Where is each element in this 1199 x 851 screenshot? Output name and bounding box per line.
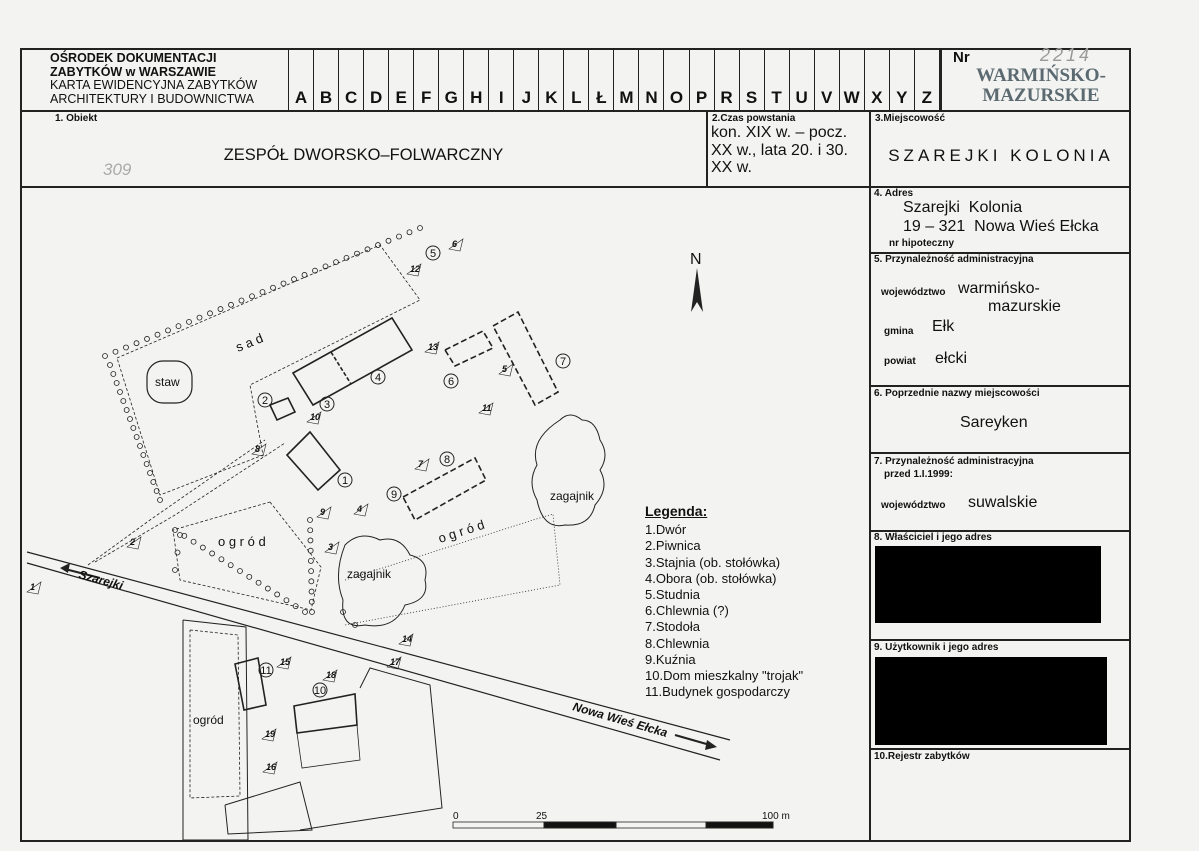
category-letter: F <box>414 48 439 110</box>
scale-bar <box>453 811 790 828</box>
tree-icon <box>128 417 133 422</box>
tree-icon <box>271 285 276 290</box>
tree-icon <box>144 462 149 467</box>
arrow-right-icon <box>675 735 710 745</box>
photo-point-marker: 4 <box>357 504 363 514</box>
building-number: 3 <box>323 399 331 411</box>
north-arrow-icon <box>691 268 703 312</box>
tree-icon <box>308 528 313 533</box>
category-letter: E <box>389 48 414 110</box>
category-letter: S <box>740 48 765 110</box>
map-legend <box>645 503 803 700</box>
legend-title: Legenda: <box>645 503 708 519</box>
photo-point-marker: 19 <box>265 729 276 739</box>
road-label-left: Szarejki <box>77 567 125 593</box>
category-letter: Z <box>915 48 940 110</box>
tree-icon <box>265 586 270 591</box>
building-number: 1 <box>341 475 349 487</box>
photo-point-marker: 13 <box>428 342 439 352</box>
tree-icon <box>281 281 286 286</box>
tree-icon <box>108 363 113 368</box>
category-letter: Y <box>890 48 915 110</box>
legend-item: 8.Chlewnia <box>645 635 710 651</box>
register-label: 10.Rejestr zabytków <box>874 751 970 762</box>
wojewodztwo-label: województwo <box>881 287 946 298</box>
powiat-label: powiat <box>884 356 916 367</box>
legend-item: 11.Budynek gospodarczy <box>645 684 791 700</box>
tree-icon <box>131 426 136 431</box>
category-letter: M <box>614 48 639 110</box>
building-numbers <box>258 246 570 697</box>
copse-label: zagajnik <box>550 489 595 503</box>
category-letter: G <box>439 48 464 110</box>
photo-points <box>27 239 513 774</box>
category-letter: A <box>289 48 314 110</box>
category-letter: V <box>815 48 840 110</box>
tree-icon <box>145 336 150 341</box>
building-number: 10 <box>313 685 327 697</box>
miejscowosc-label: 3.Miejscowość <box>875 113 946 124</box>
tree-icon <box>191 539 196 544</box>
category-letter: D <box>364 48 389 110</box>
category-letter: U <box>790 48 815 110</box>
category-letter: H <box>464 48 489 110</box>
copse-label: zagajnik <box>347 567 392 581</box>
tree-icon <box>121 399 126 404</box>
category-letter: W <box>840 48 865 110</box>
building-number: 2 <box>261 395 269 407</box>
road-label-right: Nowa Wieś Ełcka <box>571 699 670 740</box>
photo-point-marker: 9 <box>320 507 326 517</box>
building-number: 11 <box>260 665 272 677</box>
photo-point-marker: 1 <box>30 582 36 592</box>
legend-item: 9.Kuźnia <box>645 651 696 667</box>
photo-point-marker: 16 <box>266 762 277 772</box>
tree-icon <box>355 251 360 256</box>
tree-icon <box>176 324 181 329</box>
tree-icon <box>386 238 391 243</box>
tree-icon <box>151 480 156 485</box>
tree-icon <box>229 302 234 307</box>
tree-icon <box>256 580 261 585</box>
miejscowosc-value: SZAREJKI KOLONIA <box>888 146 1114 165</box>
stamp-line2: MAZURSKIE <box>982 85 1100 106</box>
scale-mid: 25 <box>536 811 548 822</box>
tree-icon <box>397 234 402 239</box>
tree-icon <box>309 569 314 574</box>
pond-label: staw <box>155 375 180 389</box>
tree-icon <box>175 550 180 555</box>
user-label: 9. Użytkownik i jego adres <box>874 642 999 653</box>
nr-label: Nr <box>953 49 970 66</box>
admin-before-woj-label: województwo <box>881 500 946 511</box>
tree-icon <box>200 545 205 550</box>
building-10 <box>294 694 357 733</box>
tree-icon <box>418 226 423 231</box>
photo-point-marker: 8 <box>255 444 261 454</box>
tree-icon <box>155 332 160 337</box>
prev-names-label: 6. Poprzednie nazwy miejscowości <box>874 388 1040 399</box>
photo-point-marker: 15 <box>280 657 291 667</box>
category-letter: O <box>664 48 689 110</box>
card-line1: KARTA EWIDENCYJNA ZABYTKÓW <box>50 78 258 92</box>
obiekt-label: 1. Obiekt <box>55 113 98 124</box>
legend-item: 7.Stodoła <box>645 619 700 635</box>
tree-icon <box>218 307 223 312</box>
legend-item: 10.Dom mieszkalny "trojak" <box>645 668 804 684</box>
owner-label: 8. Właściciel i jego adres <box>874 532 992 543</box>
photo-point-marker: 18 <box>326 670 337 680</box>
tree-icon <box>114 381 119 386</box>
scale-end: 100 m <box>762 811 790 822</box>
building-7 <box>493 312 558 405</box>
tree-icon <box>250 294 255 299</box>
nr-handwritten: 2214 <box>1040 45 1093 65</box>
tree-icon <box>308 538 313 543</box>
tree-icon <box>407 230 412 235</box>
adres-line2: 19 – 321 Nowa Wieś Ełcka <box>903 218 1099 235</box>
category-letter: T <box>765 48 790 110</box>
tree-icon <box>111 372 116 377</box>
garden-label: o g r ó d <box>436 516 487 546</box>
legend-item: 4.Obora (ob. stołówka) <box>645 570 777 586</box>
tree-icon <box>239 298 244 303</box>
tree-icon <box>365 247 370 252</box>
photo-point-marker: 7 <box>418 459 424 469</box>
building-number: 4 <box>374 372 382 384</box>
legend-item: 1.Dwór <box>645 522 687 538</box>
tree-icon <box>103 354 108 359</box>
czas-label: 2.Czas powstania <box>712 113 796 124</box>
photo-point-marker: 17 <box>390 657 401 667</box>
building-2 <box>270 398 295 420</box>
building-number: 5 <box>429 248 437 260</box>
building-number: 8 <box>443 454 451 466</box>
tree-icon <box>219 557 224 562</box>
tree-icon <box>134 341 139 346</box>
legend-item: 3.Stajnia (ob. stołówka) <box>645 554 781 570</box>
road-edge <box>27 563 720 760</box>
tree-icon <box>308 548 313 553</box>
admin-before-woj-value: suwalskie <box>968 494 1038 511</box>
tree-icon <box>141 453 146 458</box>
building-6 <box>445 331 493 366</box>
tree-icon <box>308 518 313 523</box>
building-number: 6 <box>447 376 455 388</box>
tree-icon <box>166 328 171 333</box>
card-line2: ARCHITEKTURY I BUDOWNICTWA <box>50 91 254 106</box>
tree-icon <box>148 471 153 476</box>
photo-point-marker: 12 <box>410 264 421 274</box>
category-letter: R <box>715 48 740 110</box>
tree-icon <box>309 599 314 604</box>
powiat-value: ełcki <box>935 350 968 367</box>
tree-icon <box>210 551 215 556</box>
building-1 <box>287 432 340 490</box>
building-8-9 <box>403 458 486 520</box>
orchard-label: s a d <box>233 330 266 355</box>
obiekt-value: ZESPÓŁ DWORSKO–FOLWARCZNY <box>223 146 504 164</box>
tree-icon <box>309 589 314 594</box>
tree-icon <box>302 272 307 277</box>
garden-boundary <box>173 502 321 610</box>
tree-icon <box>275 592 280 597</box>
garden-label: o g r ó d <box>218 534 266 549</box>
tree-icon <box>313 268 318 273</box>
gmina-label: gmina <box>884 326 914 337</box>
tree-icon <box>118 390 123 395</box>
photo-point-marker: 2 <box>130 537 136 547</box>
adres-line1: Szarejki Kolonia <box>903 199 1023 216</box>
tree-icon <box>124 345 129 350</box>
admin-before-label-2: przed 1.I.1999: <box>884 469 953 480</box>
scale-zero: 0 <box>453 811 459 822</box>
wojewodztwo-value-line1: warmińsko- <box>958 280 1040 297</box>
gmina-value: Ełk <box>932 318 955 335</box>
building-3-4 <box>293 318 412 405</box>
copse <box>532 415 605 526</box>
tree-icon <box>238 569 243 574</box>
tree-icon <box>113 349 118 354</box>
tree-icon <box>310 610 315 615</box>
category-letter: I <box>489 48 514 110</box>
photo-point-marker: 6 <box>452 239 458 249</box>
tree-icon <box>134 435 139 440</box>
photo-point-marker: 3 <box>328 542 334 552</box>
tree-icon <box>260 290 265 295</box>
admin-label: 5. Przynależność administracyjna <box>874 254 1034 265</box>
tree-icon <box>124 408 129 413</box>
photo-point-marker: 5 <box>502 364 508 374</box>
tree-icon <box>228 563 233 568</box>
photo-point-marker: 11 <box>482 403 492 413</box>
tree-icon <box>292 277 297 282</box>
tree-icon <box>208 311 213 316</box>
tree-icon <box>308 558 313 563</box>
north-label: N <box>690 251 702 268</box>
tree-icon <box>284 598 289 603</box>
tree-icon <box>309 579 314 584</box>
category-letter: B <box>314 48 339 110</box>
category-letter: X <box>865 48 890 110</box>
legend-item: 5.Studnia <box>645 587 700 603</box>
category-letter: Ł <box>589 48 614 110</box>
category-letter: P <box>690 48 715 110</box>
tree-icon <box>247 574 252 579</box>
prev-names-value: Sareyken <box>960 414 1028 431</box>
tree-icon <box>344 255 349 260</box>
photo-point-marker: 14 <box>402 634 413 644</box>
admin-before-label-1: 7. Przynależność administracyjna <box>874 456 1034 467</box>
obiekt-handwritten: 309 <box>103 160 132 179</box>
institution-line2: ZABYTKÓW w WARSZAWIE <box>50 64 216 79</box>
tree-icon <box>334 260 339 265</box>
category-letter: C <box>339 48 364 110</box>
wojewodztwo-value-line2: mazurskie <box>988 298 1061 315</box>
tree-icon <box>303 610 308 615</box>
czas-value: kon. XIX w. – pocz. XX w., lata 20. i 30. XX w. <box>711 124 848 176</box>
institution-line1: OŚRODEK DOKUMENTACJI <box>50 51 217 65</box>
tree-icon <box>187 319 192 324</box>
tree-icon <box>197 315 202 320</box>
legend-item: 6.Chlewnia (?) <box>645 603 729 619</box>
photo-point-marker: 10 <box>310 412 321 422</box>
adres-label: 4. Adres <box>874 188 914 199</box>
stamp-line1: WARMIŃSKO- <box>976 65 1106 86</box>
category-letter: N <box>639 48 664 110</box>
legend-item: 2.Piwnica <box>645 538 701 554</box>
category-letter: K <box>539 48 564 110</box>
hipoteczny-label: nr hipoteczny <box>889 238 955 249</box>
tree-icon <box>158 498 163 503</box>
building-number: 7 <box>559 356 567 368</box>
garden-label: ogród <box>193 713 224 727</box>
tree-icon <box>173 568 178 573</box>
tree-icon <box>138 444 143 449</box>
building-number: 9 <box>390 489 398 501</box>
category-letter: J <box>514 48 539 110</box>
category-letter: L <box>564 48 589 110</box>
